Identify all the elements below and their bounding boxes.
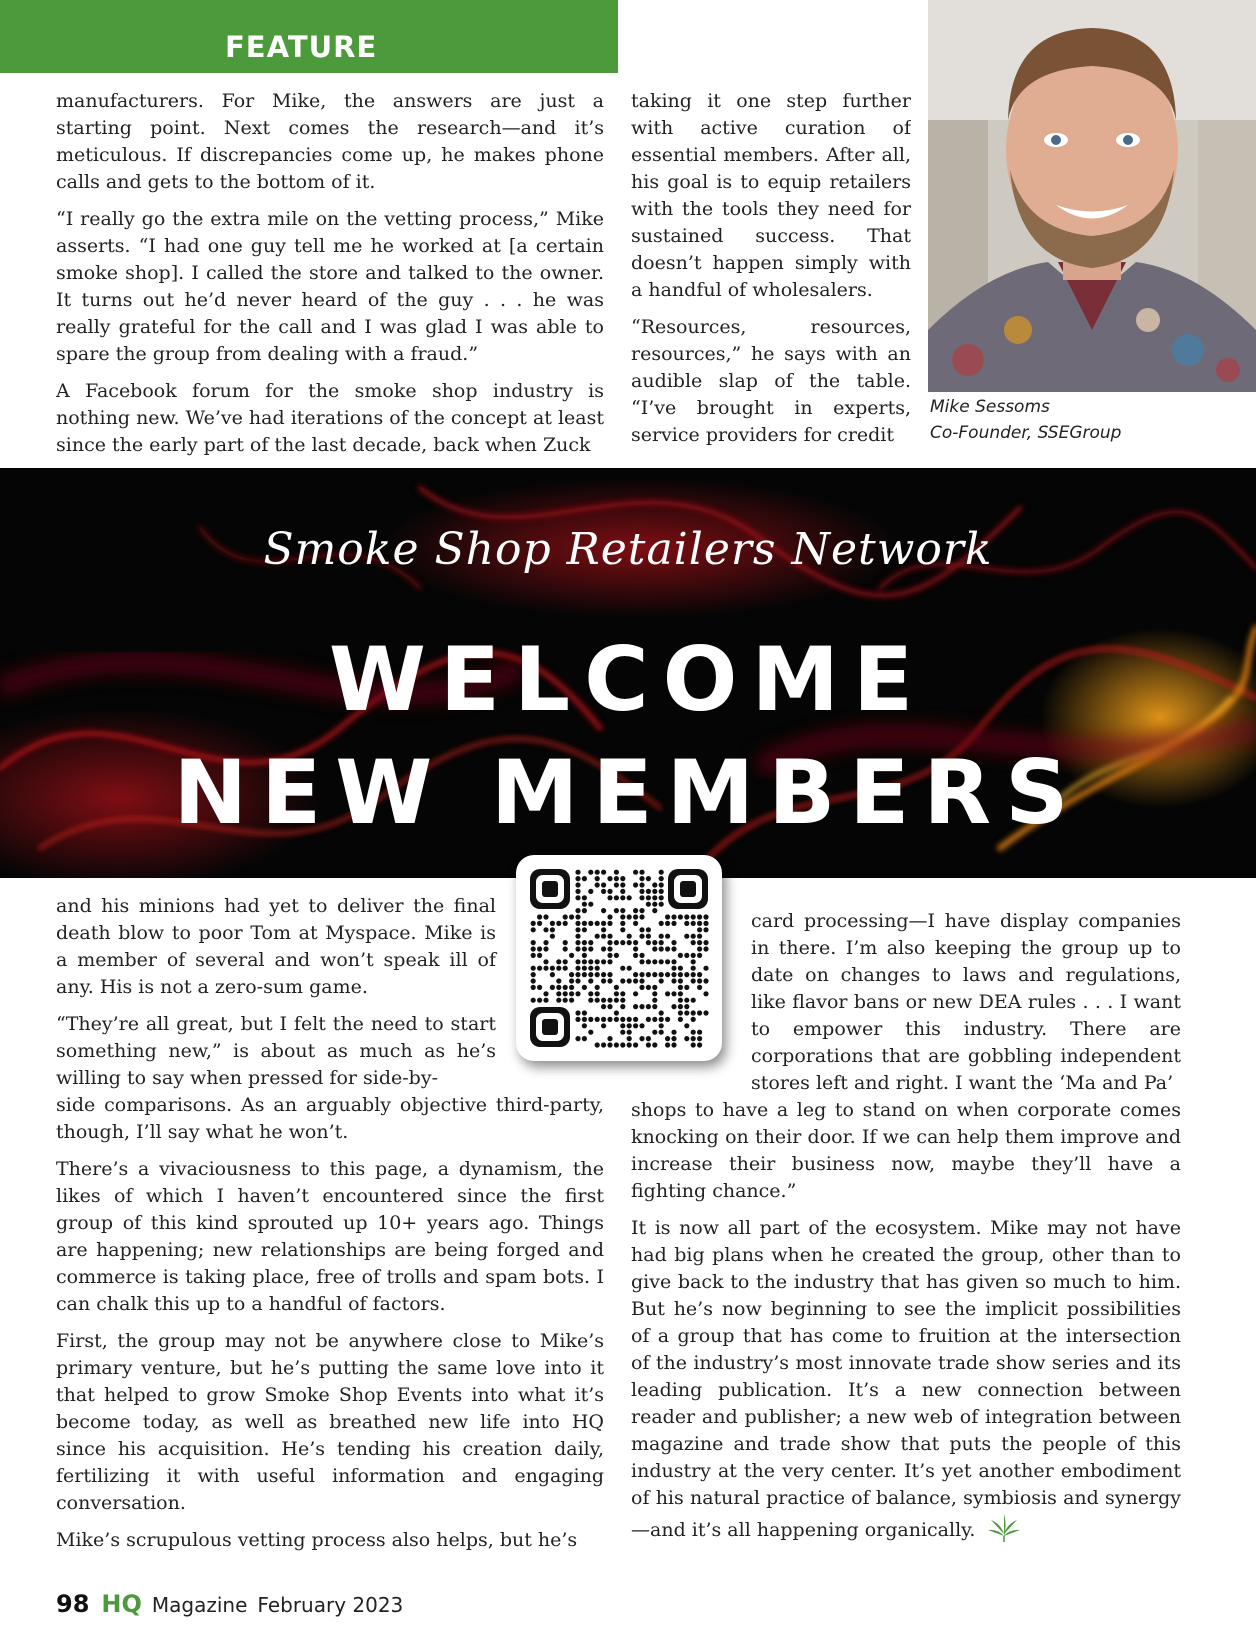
magazine-label: Magazine [151,1593,248,1617]
paragraph: “Resources, resources, resources,” he says with an audible slap of the table. “I’ve brought in experts, service providers for credit [631,316,911,446]
paragraph: “I really go the extra mile on the vetting process,” Mike asserts. “I had one guy tell me he worked at [a certain smoke shop]. I called the store and talked to the owner. It turns out he’d never heard of the guy . . . he was really grateful for the call and I was glad I was able to spare the group from dealing with a fraud.” [56,208,604,365]
section-label: FEATURE [225,30,378,64]
paragraph: shops to have a leg to stand on when corporate comes knocking on their door. If we can help them improve and increase their business now, maybe they’ll have a fighting chance.” [631,1099,1181,1202]
paragraph: Mike’s scrupulous vetting process also helps, but he’s [56,1529,578,1551]
paragraph [631,908,1181,1097]
hero-banner [0,468,1256,878]
paragraph [56,1011,604,1092]
caption-title: Co-Founder, SSEGroup [930,423,1122,443]
paragraph: There’s a vivaciousness to this page, a dynamism, the likes of which I haven’t encountered since the first group of this kind sprouted up 10+ years ago. Things are happening; new relationships are being forged and commerce is taking place, free of trolls and spam bots. I can chalk this up to a handful of factors. [56,1158,604,1315]
paragraph [631,1215,1181,1548]
caption-name: Mike Sessoms [930,397,1050,417]
section-banner [0,0,618,73]
portrait-photo [928,0,1256,392]
paragraph-part: card processing—I have display companies in there. I’m also keeping the group up to date on changes to laws and regulations, like flavor bans or new DEA rules . . . I want to empower this industry. There are corporations that are gobbling independent stores left and right. I want the ‘Ma and Pa’ [751,910,1181,1094]
portrait-illustration [928,0,1256,392]
page-number: 98 [56,1590,90,1618]
paragraph: taking it one step further with active curation of essential members. After all, his goal is to equip retailers with the tools they need for sustained success. That doesn’t happen simply with a handful of wholesalers. [631,90,911,301]
article-column-4 [631,908,1181,1548]
hero-title-line-2: NEW MEMBERS [173,741,1083,844]
paragraph: and his minions had yet to deliver the final death blow to poor Tom at Myspace. Mike is a member of several and won’t speak ill of any. His is not a zero-sum game. [56,895,496,998]
paragraph: side comparisons. As an arguably objective third-party, though, I’ll say what he won’t. [56,1094,604,1143]
hero-subtitle: Smoke Shop Retailers Network [263,524,993,575]
article-column-3 [56,893,604,1555]
article-column-1 [56,88,604,460]
issue-date: February 2023 [257,1593,404,1617]
paragraph-part: “They’re all great, but I felt the need to start something new,” is about as much as he’s willing to say when pressed for side-by- [56,1013,496,1089]
paragraph: manufacturers. For Mike, the answers are just a starting point. Next comes the research—and it’s meticulous. If discrepancies come up, he makes phone calls and gets to the bottom of it. [56,90,604,193]
hero-title-line-1: WELCOME [328,628,928,731]
paragraph: First, the group may not be anywhere close to Mike’s primary venture, but he’s putting the same love into it that helped to grow Smoke Shop Events into what it’s become today, as well as breathed new life into HQ since his acquisition. He’s tending his creation daily, fertilizing it with useful information and engaging conversation. [56,1330,604,1514]
article-column-2 [631,88,911,460]
paragraph-text: It is now all part of the ecosystem. Mike may not have had big plans when he created the group, other than to give back to the industry that has given so much to him. But he’s now beginning to see the implicit possibilities of a group that has come to fruition at the intersection of the industry’s most innovate trade show series and its leading publication. It’s a new connection between reader and publisher; a new web of integration between magazine and trade show that puts the people of this industry at the very center. It’s yet another embodiment of his natural practice of balance, symbiosis and synergy—and it’s all happening organically. [631,1217,1181,1541]
cannabis-leaf-icon [987,1512,1021,1548]
paragraph: A Facebook forum for the smoke shop industry is nothing new. We’ve had iterations of the concept at least since the early part of the last decade, back when Zuck [56,380,604,456]
photo-caption [930,394,1121,446]
brand-logo: HQ [101,1590,142,1618]
page-footer [56,1590,403,1624]
